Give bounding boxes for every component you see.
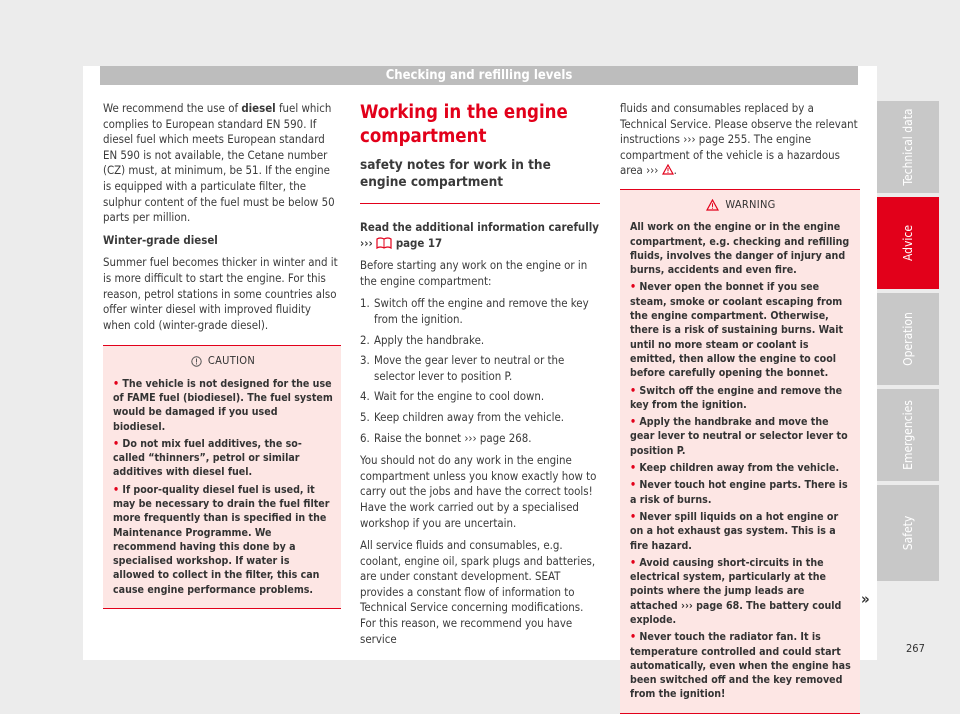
caution-item: • Do not mix fuel additives, the so-called “thinners”, petrol or similar additives with diesel fuel.	[113, 437, 302, 479]
page-header: Checking and refilling levels	[100, 66, 858, 85]
step-item: 3. Move the gear lever to neutral or the selector lever to position P.	[360, 353, 565, 383]
caution-item: • The vehicle is not designed for the use of FAME fuel (biodiesel). The fuel system would be damaged if you used biodiesel.	[113, 377, 333, 433]
caution-title: CAUTION	[207, 354, 256, 368]
warning-triangle-icon	[662, 164, 674, 175]
steps-list	[360, 296, 600, 446]
tab-advice[interactable]: Advice	[877, 197, 939, 289]
book-icon	[376, 237, 392, 249]
tab-safety[interactable]: Safety	[877, 485, 939, 581]
step-item: 2. Apply the handbrake.	[360, 332, 485, 347]
left-column	[103, 101, 341, 609]
warning-item: • Never touch hot engine parts. There is a risk of burns.	[630, 479, 848, 506]
warning-item: • Apply the handbrake and move the gear lever to neutral or selector lever to position P.	[630, 416, 848, 457]
caution-title-row	[113, 354, 333, 368]
caution-item: • If poor-quality diesel fuel is used, it may be necessary to drain the fuel filter more frequently than is specified in the Maintenance Programme. We recommend having this done by a specialised workshop. If water is allowed to collect in the filter, this can cause engine performance problems.	[113, 483, 330, 596]
warning-item: • Switch off the engine and remove the key from the ignition.	[630, 384, 843, 411]
fluids-continued: fluids and consumables replaced by a Technical Service. Please observe the relevant instructions ››› page 255. The engine compartment of the vehicle is a hazardous area ››› .	[620, 101, 858, 178]
winter-text: Summer fuel becomes thicker in winter and it is more difficult to start the engine. For this reason, petrol stations in some countries also offer winter diesel with improved fluidity when cold (winter-grade diesel).	[103, 255, 338, 332]
step-item: 5. Keep children away from the vehicle.	[360, 409, 565, 424]
warning-item: • Never touch the radiator fan. It is temperature controlled and could start automatically, even when the engine has been switched off and the key removed from the ignition!	[630, 631, 851, 701]
before-text: Before starting any work on the engine or in the engine compartment:	[360, 258, 588, 288]
step-item: 6. Raise the bonnet ››› page 268.	[360, 430, 532, 445]
warning-item: • Never spill liquids on a hot engine or on a hot exhaust gas system. This is a fire hazard.	[630, 510, 839, 552]
tab-emergencies[interactable]: Emergencies	[877, 389, 939, 481]
section-subheading: safety notes for work in the engine compartment	[360, 157, 600, 204]
right-column	[620, 101, 860, 714]
tab-technical-data[interactable]: Technical data	[877, 101, 939, 193]
continue-mark: »	[861, 590, 870, 608]
warning-item: • Never open the bonnet if you see steam, smoke or coolant escaping from the engine compartment. Otherwise, there is a risk of sustaining burns. Wait until no more steam or coolant is emitted, then allow the engine to cool before carefully opening the bonnet.	[630, 281, 844, 380]
page-number: 267	[906, 642, 925, 655]
warning-title: WARNING	[725, 197, 776, 211]
caution-box	[103, 345, 341, 609]
middle-column	[360, 101, 600, 654]
warning-box	[620, 189, 860, 714]
info-circle-icon	[191, 356, 202, 367]
paragraph-work: You should not do any work in the engine compartment unless you know exactly how to carry out the jobs and have the correct tools! Have the work carried out by a specialised workshop if you are uncertain.	[360, 453, 597, 530]
warning-intro: All work on the engine or in the engine compartment, e.g. checking and refilling fluids, involves the danger of injury and burns, accidents and even fire.	[630, 221, 850, 277]
section-heading: Working in the engine compartment	[360, 102, 568, 147]
warning-item: • Keep children away from the vehicle.	[630, 462, 840, 475]
step-item: 4. Wait for the engine to cool down.	[360, 389, 545, 404]
step-item: 1. Switch off the engine and remove the key from the ignition.	[360, 296, 589, 326]
warning-title-row	[630, 198, 852, 212]
warning-triangle-icon	[706, 199, 719, 211]
read-more-line: Read the additional information carefully ››› page 17	[360, 220, 599, 250]
page-17-link[interactable]: page 17	[395, 235, 443, 250]
tab-operation[interactable]: Operation	[877, 293, 939, 385]
paragraph-fluids: All service fluids and consumables, e.g. coolant, engine oil, spark plugs and batteries, are under constant development. SEAT provides a constant flow of information to Technical Service concerning modifications. For this reason, we recommend you have service	[360, 538, 596, 646]
warning-item: • Avoid causing short-circuits in the electrical system, particularly at the points where the jump leads are attached ››› page 68. The battery could explode.	[630, 556, 842, 626]
diesel-intro: We recommend the use of diesel fuel which complies to European standard EN 590. If diesel fuel which meets European standard EN 590 is not available, the Cetane number (CZ) must, at minimum, be 51. If the engine is equipped with a particulate filter, the sulphur content of the fuel must be below 50 parts per million.	[103, 101, 335, 225]
winter-heading: Winter-grade diesel	[103, 232, 218, 247]
